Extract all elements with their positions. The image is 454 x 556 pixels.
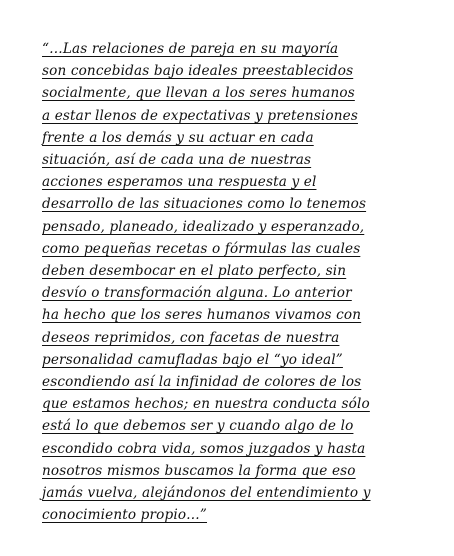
quote-line: desvío o transformación alguna. Lo anterior <box>42 285 352 302</box>
quote-line: jamás vuelva, alejándonos del entendimiento y <box>42 485 371 502</box>
quote-line: pensado, planeado, idealizado y esperanzado, <box>42 218 365 235</box>
quote-line: desarrollo de las situaciones como lo tenemos <box>42 196 367 213</box>
quote-line: deseos reprimidos, con facetas de nuestra <box>42 329 340 346</box>
quote-line: a estar llenos de expectativas y pretensiones <box>42 107 358 124</box>
quote-paragraph <box>42 38 442 526</box>
quote-line: que estamos hechos; en nuestra conducta sólo <box>42 396 370 413</box>
quote-line: como pequeñas recetas o fórmulas las cuales <box>42 240 361 257</box>
quote-line: deben desembocar en el plato perfecto, sin <box>42 263 347 280</box>
quote-line: escondiendo así la infinidad de colores de los <box>42 374 362 391</box>
quote-line: personalidad camufladas bajo el “yo ideal” <box>42 351 343 368</box>
quote-line: socialmente, que llevan a los seres humanos <box>42 85 355 102</box>
quote-line: acciones esperamos una respuesta y el <box>42 174 317 191</box>
quote-line: frente a los demás y su actuar en cada <box>42 129 314 146</box>
quote-line: son concebidas bajo ideales preestablecidos <box>42 63 354 80</box>
quote-line: está lo que debemos ser y cuando algo de lo <box>42 418 354 435</box>
quote-line: ha hecho que los seres humanos vivamos con <box>42 307 362 324</box>
quote-line: “…Las relaciones de pareja en su mayoría <box>42 41 339 57</box>
quote-line: situación, así de cada una de nuestras <box>42 152 312 169</box>
quote-line: nosotros mismos buscamos la forma que eso <box>42 462 356 479</box>
quote-line: conocimiento propio…” <box>42 507 208 524</box>
quote-line: escondido cobra vida, somos juzgados y hasta <box>42 440 366 457</box>
